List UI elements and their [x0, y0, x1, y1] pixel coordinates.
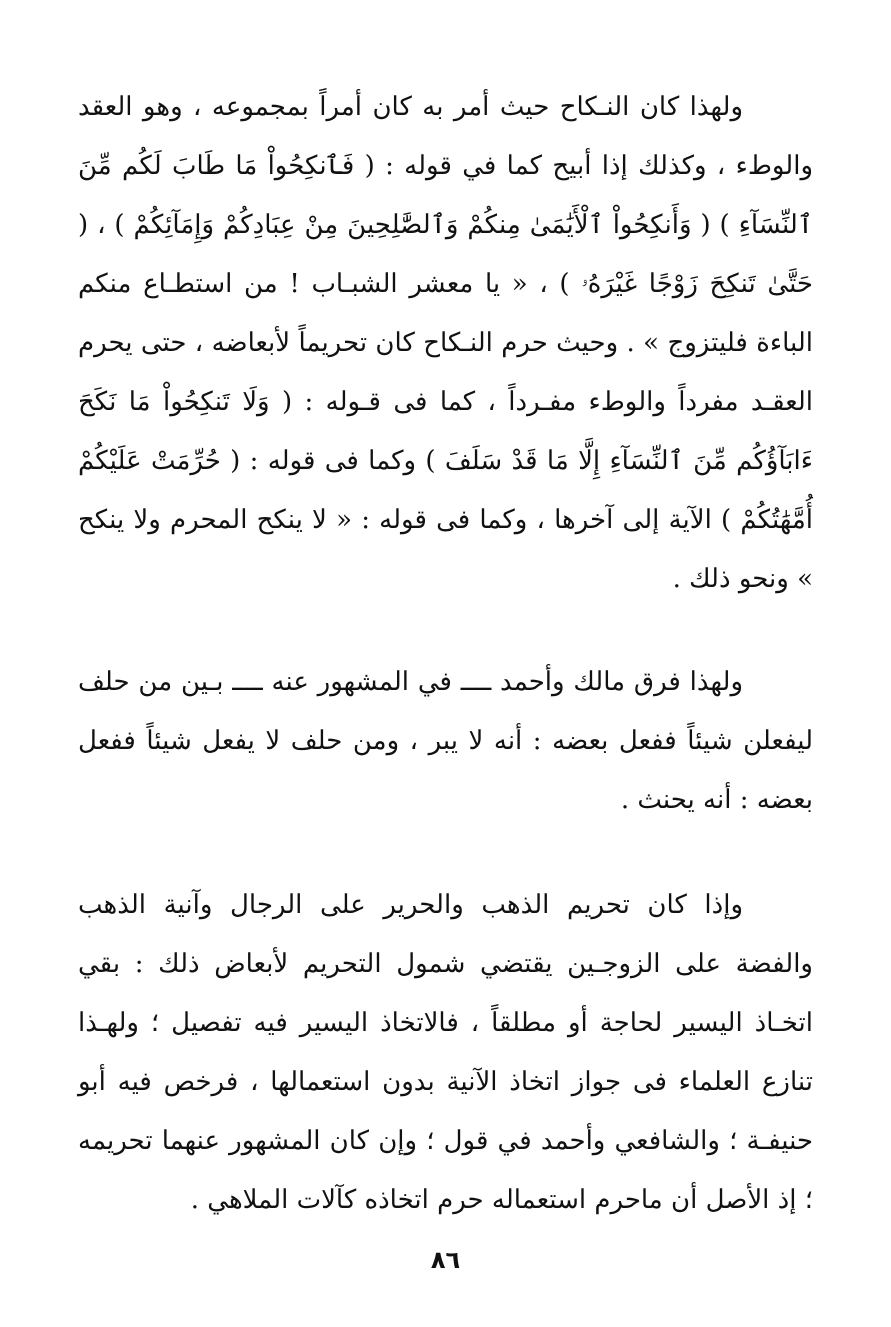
- page-number: ٨٦: [430, 1246, 461, 1274]
- paragraph-1: [78, 78, 813, 609]
- document-page: [78, 78, 813, 1327]
- paragraph-3: [78, 876, 813, 1230]
- paragraph-1-text: ولهذا كان النـكاح حيث أمر به كان أمراً بمجموعه ، وهو العقد والوطء ، وكذلك إذا أبيح كما في قوله : ( فَٱنكِحُواْ مَا طَابَ لَكُم مِّنَ ٱلنِّسَآءِ ) ( وَأَنكِحُواْ ٱلْأَيَٰمَىٰ مِنكُمْ وَٱلصَّٰلِحِينَ مِنْ عِبَادِكُمْ وَإِمَآئِكُمْ ) ، ( حَتَّىٰ تَنكِحَ زَوْجًا غَيْرَهُۥ ) ، « يا معشر الشبـاب ! من استطـاع منكم الباءة فليتزوج » . وحيث حرم النـكاح كان تحريماً لأبعاضه ، حتى يحرم العقـد مفرداً والوطء مفـرداً ، كما فى قـوله : ( وَلَا تَنكِحُواْ مَا نَكَحَ ءَابَآؤُكُم مِّنَ ٱلنِّسَآءِ إِلَّا مَا قَدْ سَلَفَ ) وكما فى قوله : ( حُرِّمَتْ عَلَيْكُمْ أُمَّهَٰتُكُمْ ) الآية إلى آخرها ، وكما فى قوله : « لا ينكح المحرم ولا ينكح » ونحو ذلك .: [78, 92, 813, 594]
- paragraph-2: [78, 653, 813, 830]
- paragraph-3-text: وإذا كان تحريم الذهب والحرير على الرجال وآنية الذهب والفضة على الزوجـين يقتضي شمول التحريم لأبعاض ذلك : بقي اتخـاذ اليسير لحاجة أو مطلقاً ، فالاتخاذ اليسير فيه تفصيل ؛ ولهـذا تنازع العلماء فى جواز اتخاذ الآنية بدون استعمالها ، فرخص فيه أبو حنيفـة ؛ والشافعي وأحمد في قول ؛ وإن كان المشهور عنهما تحريمه ؛ إذ الأصل أن ماحرم استعماله حرم اتخاذه كآلات الملاهي .: [78, 890, 813, 1215]
- paragraph-2-text: ولهذا فرق مالك وأحمد ــــ في المشهور عنه ــــ بـين من حلف ليفعلن شيئاً ففعل بعضه : أنه لا يبر ، ومن حلف لا يفعل شيئاً ففعل بعضه : أنه يحنث .: [78, 667, 813, 815]
